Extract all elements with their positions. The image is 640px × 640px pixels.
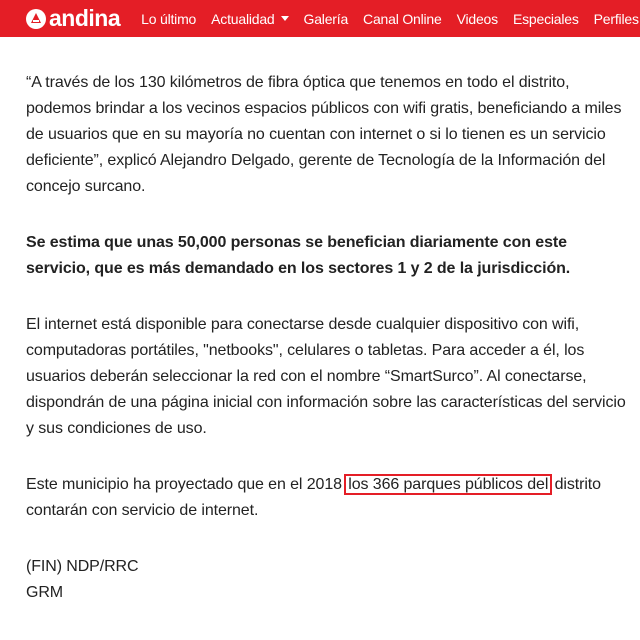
nav-item-lo-ultimo[interactable] <box>141 11 196 27</box>
nav-menu <box>141 11 640 27</box>
article-editor: GRM <box>26 584 64 601</box>
projection-text-end: distrito contarán con servicio de internet. <box>26 476 601 519</box>
logo-text: andina <box>49 5 121 31</box>
nav-item-label: Videos <box>456 10 498 27</box>
chevron-down-icon <box>281 16 289 21</box>
nav-item-label: Lo último <box>141 10 197 27</box>
article-paragraph-quote: “A través de los 130 kilómetros de fibra óptica que tenemos en todo el distrito, podemos brindar a los vecinos espacios públicos con wifi gratis, beneficiando a miles de usuarios que en su mayoría no cuentan con internet o si lo tienen es un servicio deficiente”, explicó Alejandro Delgado, gerente de Tecnología de la Información del concejo surcano. <box>26 74 622 195</box>
nav-item-label: Perfiles <box>593 10 639 27</box>
nav-item-label: Actualidad <box>211 10 275 27</box>
nav-item-videos[interactable] <box>457 11 498 27</box>
article-credit: (FIN) NDP/RRC <box>26 558 139 575</box>
nav-item-label: Canal Online <box>363 10 442 27</box>
nav-item-canal-online[interactable] <box>363 11 442 27</box>
top-navbar <box>0 0 640 37</box>
article-paragraph-highlight: Se estima que unas 50,000 personas se benefician diariamente con este servicio, que es más demandado en los sectores 1 y 2 de la jurisdicción. <box>26 234 571 277</box>
nav-item-galeria[interactable] <box>304 11 349 27</box>
highlighted-text-box: los 366 parques públicos del <box>348 476 549 493</box>
nav-item-perfiles[interactable] <box>594 11 639 27</box>
article-body <box>26 70 631 606</box>
article-paragraph-projection <box>26 472 631 524</box>
site-logo[interactable] <box>25 7 120 30</box>
nav-item-actualidad[interactable] <box>211 11 288 27</box>
andina-logo-icon <box>25 8 47 30</box>
nav-item-label: Galería <box>303 10 349 27</box>
projection-text-start: Este municipio ha proyectado que en el 2018 <box>26 476 347 493</box>
nav-item-label: Especiales <box>512 10 579 27</box>
nav-item-especiales[interactable] <box>513 11 579 27</box>
article-paragraph-access: El internet está disponible para conectarse desde cualquier dispositivo con wifi, computadoras portátiles, "netbooks", celulares o tabletas. Para acceder a él, los usuarios deberán seleccionar la red con el nombre “SmartSurco”. Al conectarse, dispondrán de una página inicial con información sobre las características del servicio y sus condiciones de uso. <box>26 316 626 437</box>
